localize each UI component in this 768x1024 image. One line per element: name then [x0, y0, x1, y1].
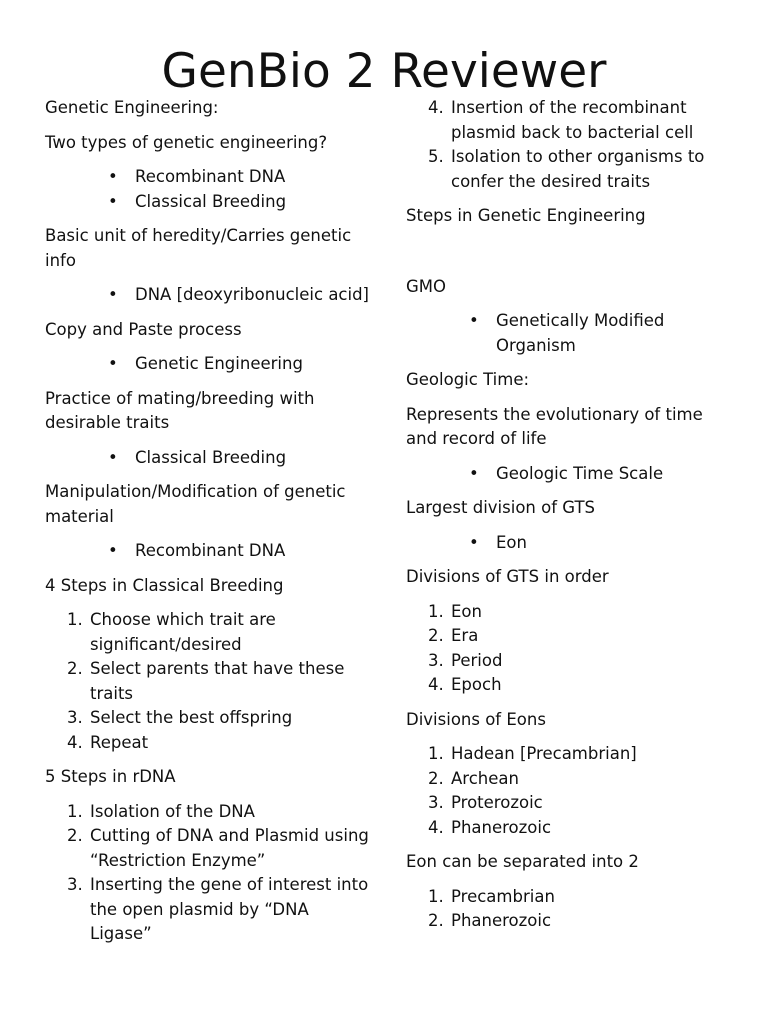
item-number: 4.: [428, 98, 444, 117]
item-text: Epoch: [451, 675, 502, 694]
item-text: Phanerozoic: [451, 817, 552, 837]
bullet-list: [45, 446, 375, 471]
blank-space: [406, 239, 736, 275]
item-text: Select parents that have these traits: [90, 659, 345, 703]
item-number: 1.: [428, 744, 444, 763]
page-title: GenBio 2 Reviewer: [161, 44, 607, 99]
numbered-list: [45, 608, 375, 755]
list-item: • Genetic Engineering: [108, 352, 375, 377]
item-number: 4.: [428, 817, 444, 837]
list-item: • Geologic Time Scale: [469, 462, 736, 487]
list-item: • Eon: [469, 531, 736, 556]
list-item: • Recombinant DNA: [108, 539, 375, 564]
question-largest: Largest division of GTS: [406, 498, 596, 517]
numbered-list: [406, 742, 736, 840]
list-item: [67, 608, 375, 657]
bullet-list: [45, 165, 375, 214]
bullet-list: [406, 462, 736, 487]
item-text: Cutting of DNA and Plasmid using “Restriction Enzyme”: [90, 826, 369, 870]
item-text: Repeat: [90, 732, 149, 752]
list-item: [67, 657, 375, 706]
item-number: 1.: [428, 601, 444, 621]
right-column: [406, 96, 736, 944]
item-text: Precambrian: [451, 886, 555, 906]
bullet-list: [406, 531, 736, 556]
list-item: • Classical Breeding: [108, 190, 375, 215]
list-item: [428, 909, 736, 934]
left-column: [45, 96, 375, 957]
question-two-types: Two types of genetic engineering?: [45, 132, 328, 152]
list-item: [67, 706, 375, 731]
question-rdna-steps: 5 Steps in rDNA: [45, 767, 176, 786]
item-number: 2.: [428, 768, 444, 788]
item-text: Eon: [451, 601, 482, 621]
item-text: Proterozoic: [451, 793, 543, 812]
numbered-list: [45, 800, 375, 947]
item-number: 1.: [428, 886, 444, 906]
list-item: • DNA [deoxyribonucleic acid]: [108, 283, 375, 308]
question-practice: Practice of mating/breeding with desirable traits: [45, 388, 315, 432]
item-text: Isolation of the DNA: [90, 801, 255, 821]
list-item: [67, 800, 375, 825]
list-item: [67, 824, 375, 873]
list-item: [428, 600, 736, 625]
question-divisions-eons: Divisions of Eons: [406, 709, 546, 729]
numbered-list: [406, 600, 736, 698]
list-item: [428, 624, 736, 649]
item-number: 2.: [67, 826, 83, 845]
section-heading-geologic-time: Geologic Time:: [406, 370, 530, 389]
question-basic-unit: Basic unit of heredity/Carries genetic info: [45, 226, 352, 270]
item-number: 3.: [67, 875, 83, 894]
item-text: Hadean [Precambrian]: [451, 744, 637, 763]
list-item: [67, 873, 375, 947]
question-represents: Represents the evolutionary of time and record of life: [406, 404, 703, 448]
list-item: [428, 791, 736, 816]
list-item: [428, 816, 736, 841]
item-number: 3.: [428, 650, 444, 670]
question-steps-ge: Steps in Genetic Engineering: [406, 206, 646, 225]
question-manipulation: Manipulation/Modification of genetic material: [45, 482, 346, 526]
list-item: [428, 742, 736, 767]
bullet-list: [45, 352, 375, 377]
question-divisions-gts: Divisions of GTS in order: [406, 567, 609, 586]
list-item: [428, 145, 736, 194]
item-text: Select the best offspring: [90, 708, 293, 727]
item-number: 5.: [428, 147, 444, 166]
bullet-list: [45, 283, 375, 308]
list-item: [67, 731, 375, 756]
item-text: Insertion of the recombinant plasmid back to bacterial cell: [451, 98, 694, 142]
item-number: 2.: [428, 911, 444, 930]
item-text: Era: [451, 626, 479, 645]
item-number: 1.: [67, 610, 83, 629]
list-item: • Classical Breeding: [108, 446, 375, 471]
list-item: [428, 767, 736, 792]
question-eon-separated: Eon can be separated into 2: [406, 852, 639, 871]
list-item: • Recombinant DNA: [108, 165, 375, 190]
numbered-list: [406, 96, 736, 194]
list-item: [428, 649, 736, 674]
list-item: [428, 885, 736, 910]
item-number: 4.: [67, 732, 83, 752]
item-text: Isolation to other organisms to confer the desired traits: [451, 147, 705, 191]
item-text: Inserting the gene of interest into the open plasmid by “DNA Ligase”: [90, 875, 369, 943]
item-number: 2.: [428, 626, 444, 645]
list-item: [428, 673, 736, 698]
list-item: • Genetically Modified Organism: [469, 309, 736, 358]
question-copy-paste: Copy and Paste process: [45, 319, 242, 339]
section-heading-genetic-engineering: Genetic Engineering:: [45, 98, 219, 117]
numbered-list: [406, 885, 736, 934]
bullet-list: [45, 539, 375, 564]
question-gmo: GMO: [406, 276, 447, 296]
item-text: Phanerozoic: [451, 911, 552, 930]
question-classical-steps: 4 Steps in Classical Breeding: [45, 575, 284, 595]
item-number: 3.: [67, 708, 83, 727]
item-text: Archean: [451, 768, 519, 788]
bullet-list: [406, 309, 736, 358]
item-number: 1.: [67, 801, 83, 821]
item-number: 4.: [428, 675, 444, 694]
item-text: Period: [451, 650, 503, 670]
item-text: Choose which trait are significant/desired: [90, 610, 276, 654]
list-item: [428, 96, 736, 145]
item-number: 2.: [67, 659, 83, 678]
item-number: 3.: [428, 793, 444, 812]
